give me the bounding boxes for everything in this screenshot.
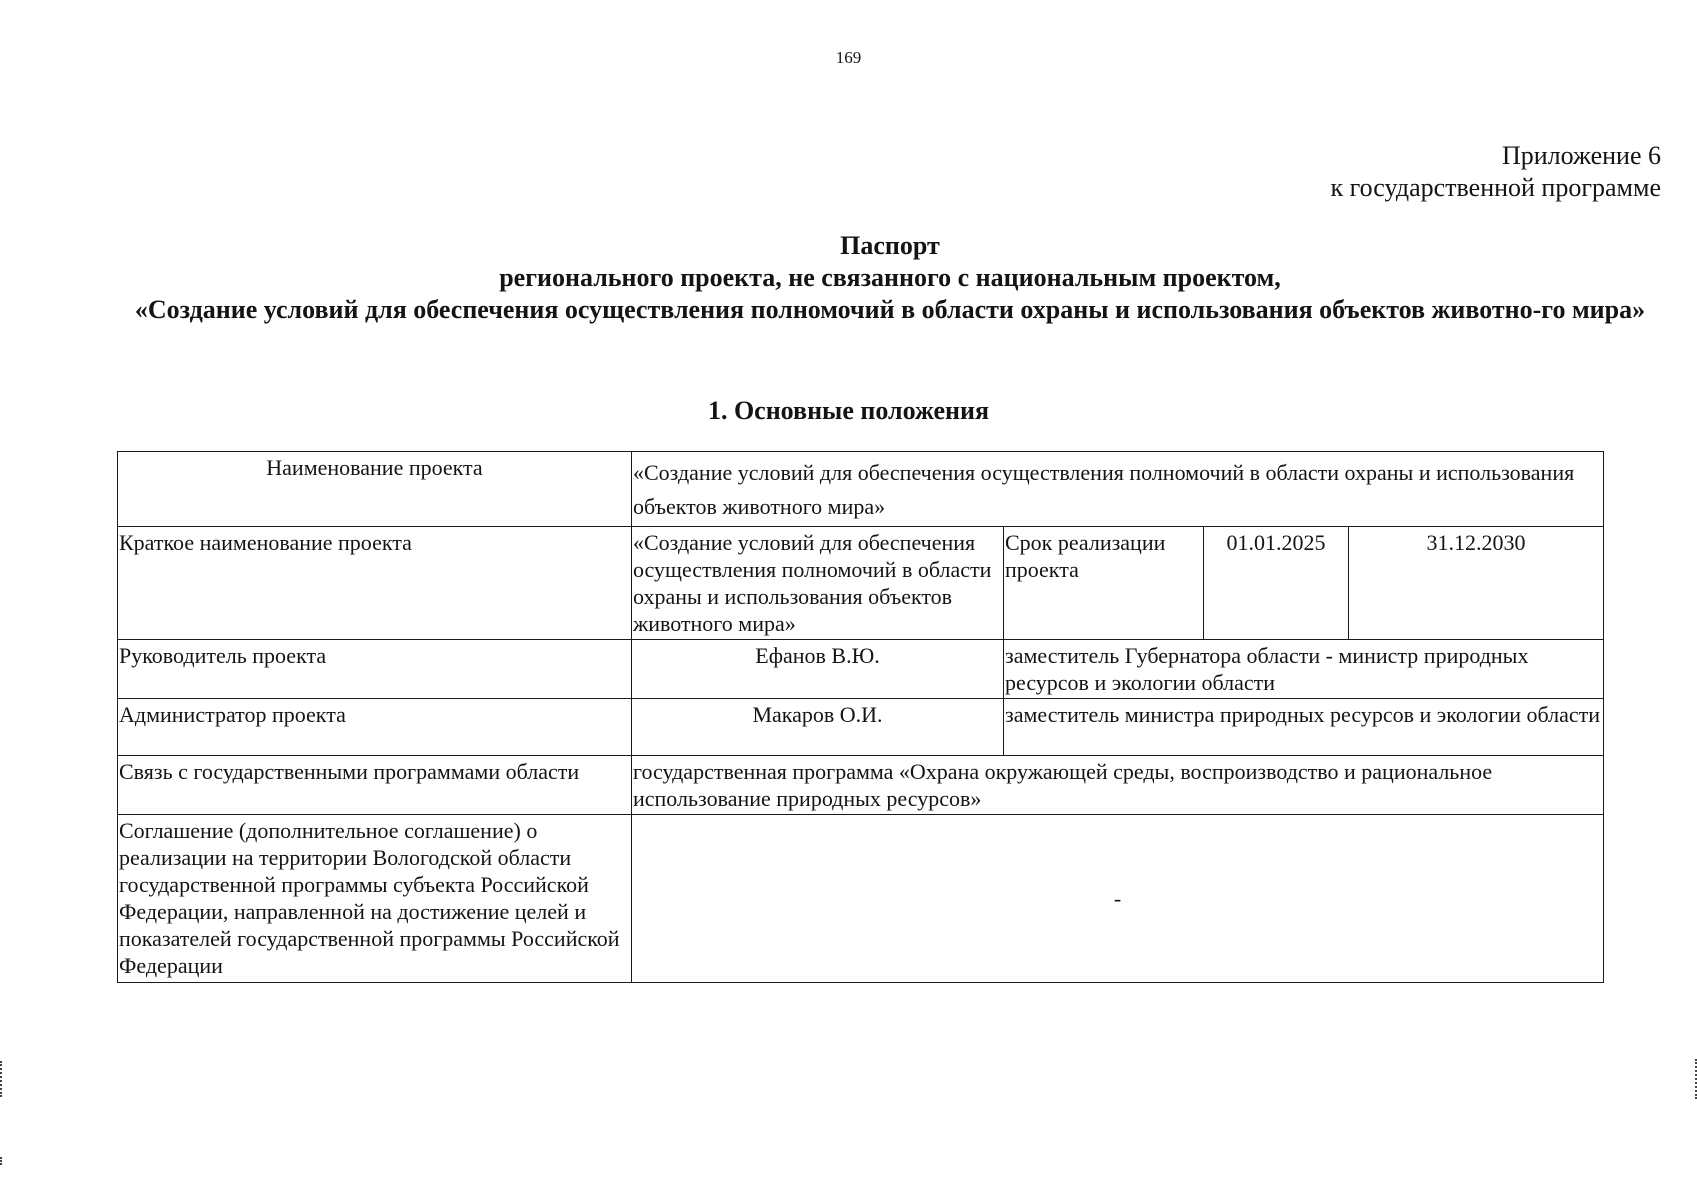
leader-position: заместитель Губернатора области - министр природных ресурсов и экологии области (1004, 640, 1604, 699)
short-name-value: «Создание условий для обеспечения осуществления полномочий в области охраны и использования объектов животного мира» (632, 527, 1004, 640)
programs-link-value: государственная программа «Охрана окружающей среды, воспроизводство и рациональное использование природных ресурсов» (632, 756, 1604, 815)
table-row-leader (118, 640, 1604, 699)
agreement-label: Соглашение (дополнительное соглашение) о реализации на территории Вологодской области государственной программы субъекта Российской Федерации, направленной на достижение целей и показателей государственной программы Российской Федерации (118, 815, 632, 983)
table-row-administrator (118, 699, 1604, 756)
document-title (110, 230, 1670, 326)
term-label: Срок реализации проекта (1004, 527, 1204, 640)
end-date: 31.12.2030 (1349, 527, 1604, 640)
page-number: 169 (835, 48, 862, 67)
appendix-note (1331, 140, 1662, 204)
programs-link-label: Связь с государственными программами области (118, 756, 632, 815)
administrator-label: Администратор проекта (118, 699, 632, 756)
short-name-label: Краткое наименование проекта (118, 527, 632, 640)
table-row-project-name (118, 452, 1604, 527)
table-row-agreement (118, 815, 1604, 983)
scan-edge-mark-right (1691, 1055, 1697, 1115)
title-line-2: регионального проекта, не связанного с национальным проектом, (499, 263, 1281, 292)
project-name-label: Наименование проекта (118, 452, 632, 527)
administrator-name: Макаров О.И. (632, 699, 1004, 756)
start-date: 01.01.2025 (1204, 527, 1349, 640)
agreement-value: - (632, 815, 1604, 983)
title-line-3: «Создание условий для обеспечения осуществления полномочий в области охраны и использования объектов животно-го мира» (134, 295, 1646, 324)
scan-edge-mark-left (0, 1055, 6, 1175)
leader-label: Руководитель проекта (118, 640, 632, 699)
table-row-programs-link (118, 756, 1604, 815)
passport-table (117, 451, 1604, 983)
leader-name: Ефанов В.Ю. (632, 640, 1004, 699)
section-heading: 1. Основные положения (707, 396, 990, 425)
project-name-value: «Создание условий для обеспечения осуществления полномочий в области охраны и использования объектов животного мира» (632, 452, 1604, 527)
table-row-short-name (118, 527, 1604, 640)
title-line-1: Паспорт (840, 231, 940, 260)
appendix-line-2: к государственной программе (1330, 173, 1661, 202)
administrator-position: заместитель министра природных ресурсов и экологии области (1004, 699, 1604, 756)
appendix-line-1: Приложение 6 (1501, 141, 1661, 170)
